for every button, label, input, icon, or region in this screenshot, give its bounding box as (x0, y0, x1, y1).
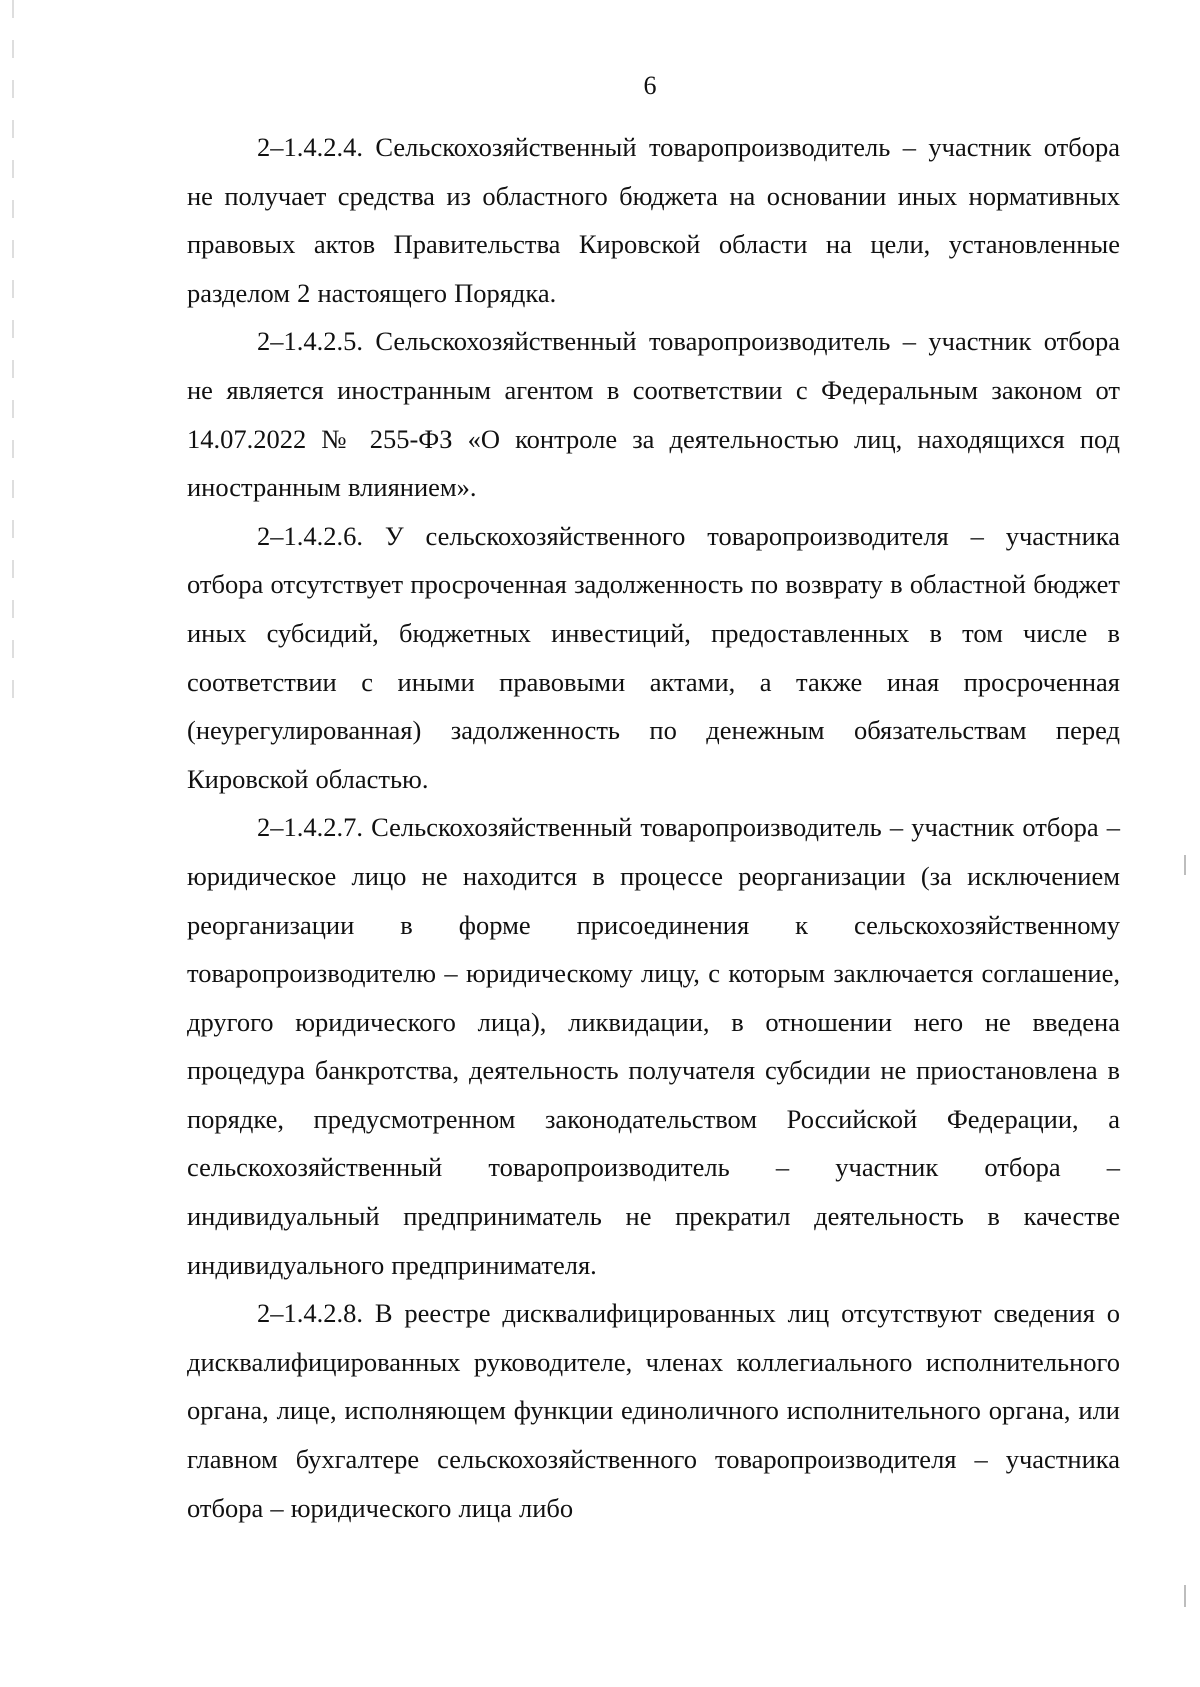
document-body (187, 123, 1120, 1532)
page-number: 6 (643, 71, 657, 100)
scan-margin-mark (1184, 1585, 1186, 1607)
paragraph-2-1-4-2-5: 2–1.4.2.5. Сельскохозяйственный товаропроизводитель – участник отбора не является иностранным агентом в соответствии с Федеральным законом от 14.07.2022 № 255-ФЗ «О контроле за деятельностью лиц, находящихся под иностранным влиянием». (187, 326, 1120, 503)
paragraph-2-1-4-2-4: 2–1.4.2.4. Сельскохозяйственный товаропроизводитель – участник отбора не получает средства из областного бюджета на основании иных нормативных правовых актов Правительства Кировской области на цели, установленные разделом 2 настоящего Порядка. (187, 132, 1120, 308)
paragraph-2-1-4-2-7: 2–1.4.2.7. Сельскохозяйственный товаропроизводитель – участник отбора – юридическое лицо не находится в процессе реорганизации (за исключением реорганизации в форме присоединения к сельскохозяйственному товаропроизводителю – юридическому лицу, с которым заключается соглашение, другого юридического лица), ликвидации, в отношении него не введена процедура банкротства, деятельность получателя субсидии не приостановлена в порядке, предусмотренном законодательством Российской Федерации, а сельскохозяйственный товаропроизводитель – участник отбора – индивидуальный предприниматель не прекратил деятельность в качестве индивидуального предпринимателя. (187, 812, 1120, 1280)
scan-edge-artifact (12, 0, 14, 700)
scan-margin-mark (1184, 855, 1186, 875)
paragraph-2-1-4-2-6: 2–1.4.2.6. У сельскохозяйственного товаропроизводителя – участника отбора отсутствует просроченная задолженность по возврату в областной бюджет иных субсидий, бюджетных инвестиций, предоставленных в том числе в соответствии с иными правовыми актами, а также иная просроченная (неурегулированная) задолженность по денежным обязательствам перед Кировской областью. (187, 520, 1120, 794)
paragraph-2-1-4-2-8: 2–1.4.2.8. В реестре дисквалифицированных лиц отсутствуют сведения о дисквалифицированных руководителе, членах коллегиального исполнительного органа, лице, исполняющем функции единоличного исполнительного органа, или главном бухгалтере сельскохозяйственного товаропроизводителя – участника отбора – юридического лица либо (187, 1298, 1120, 1523)
